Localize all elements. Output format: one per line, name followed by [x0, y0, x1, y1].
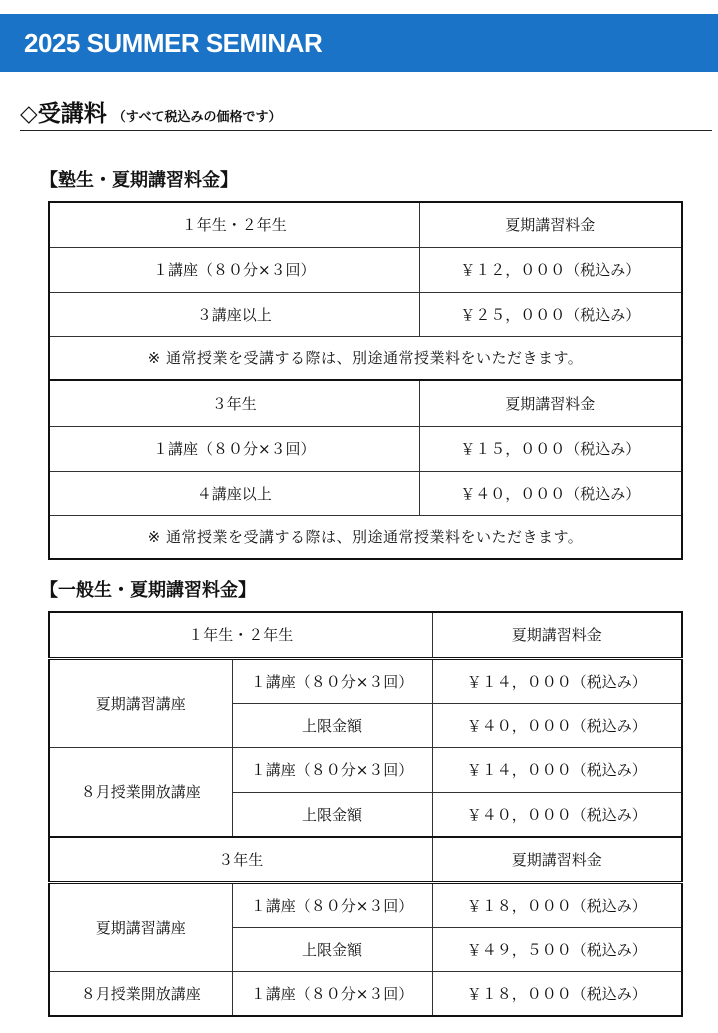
course-label: １講座（８０分×３回）	[49, 247, 419, 292]
course-price: ￥１８，０００（税込み）	[432, 971, 682, 1016]
table-row	[49, 837, 682, 882]
header-banner	[0, 14, 718, 72]
table-row	[49, 426, 682, 471]
cap-label: 上限金額	[232, 927, 432, 971]
table-row	[49, 612, 682, 658]
table-row	[49, 971, 682, 1016]
course-price: ￥１８，０００（税込み）	[432, 882, 682, 927]
table-row	[49, 658, 682, 703]
section-title: ◇受講料	[20, 101, 107, 127]
grade-header: １年生・２年生	[49, 612, 432, 658]
course-price: ￥１４，０００（税込み）	[432, 658, 682, 703]
fee-header: 夏期講習料金	[419, 380, 682, 426]
grade-header: １年生・２年生	[49, 202, 419, 247]
grade-header: ３年生	[49, 837, 432, 882]
fee-header: 夏期講習料金	[419, 202, 682, 247]
course-name: ８月授業開放講座	[49, 747, 232, 837]
grade-header: ３年生	[49, 380, 419, 426]
course-name: 夏期講習講座	[49, 658, 232, 747]
table-row	[49, 202, 682, 247]
fee-header: 夏期講習料金	[432, 612, 682, 658]
cap-price: ￥４０，０００（税込み）	[432, 703, 682, 747]
course-label: １講座（８０分×３回）	[232, 882, 432, 927]
fee-note: ※ 通常授業を受講する際は、別途通常授業料をいただきます。	[49, 336, 682, 380]
banner-title: 2025 SUMMER SEMINAR	[24, 28, 323, 58]
table-row	[49, 336, 682, 380]
cap-label: 上限金額	[232, 792, 432, 837]
juku-fee-table	[48, 201, 683, 560]
cap-price: ￥４０，０００（税込み）	[432, 792, 682, 837]
general-fee-heading: 【一般生・夏期講習料金】	[40, 580, 256, 601]
course-price: ￥１４，０００（税込み）	[432, 747, 682, 792]
cap-label: 上限金額	[232, 703, 432, 747]
fee-note: ※ 通常授業を受講する際は、別途通常授業料をいただきます。	[49, 515, 682, 559]
course-label: １講座（８０分×３回）	[232, 658, 432, 703]
section-heading	[20, 100, 712, 131]
course-label: ３講座以上	[49, 292, 419, 336]
course-price: ￥１５，０００（税込み）	[419, 426, 682, 471]
table-row	[49, 747, 682, 792]
juku-fee-heading: 【塾生・夏期講習料金】	[40, 170, 238, 191]
course-price: ￥２５，０００（税込み）	[419, 292, 682, 336]
cap-price: ￥４９，５００（税込み）	[432, 927, 682, 971]
general-fee-table	[48, 611, 683, 1017]
fee-header: 夏期講習料金	[432, 837, 682, 882]
table-row	[49, 471, 682, 515]
table-row	[49, 292, 682, 336]
course-label: １講座（８０分×３回）	[232, 747, 432, 792]
course-label: １講座（８０分×３回）	[232, 971, 432, 1016]
course-name: ８月授業開放講座	[49, 971, 232, 1016]
table-row	[49, 380, 682, 426]
course-price: ￥１２，０００（税込み）	[419, 247, 682, 292]
course-name: 夏期講習講座	[49, 882, 232, 971]
table-row	[49, 515, 682, 559]
table-row	[49, 247, 682, 292]
section-note: （すべて税込みの価格です）	[112, 110, 282, 125]
course-label: １講座（８０分×３回）	[49, 426, 419, 471]
table-row	[49, 882, 682, 927]
course-label: ４講座以上	[49, 471, 419, 515]
course-price: ￥４０，０００（税込み）	[419, 471, 682, 515]
